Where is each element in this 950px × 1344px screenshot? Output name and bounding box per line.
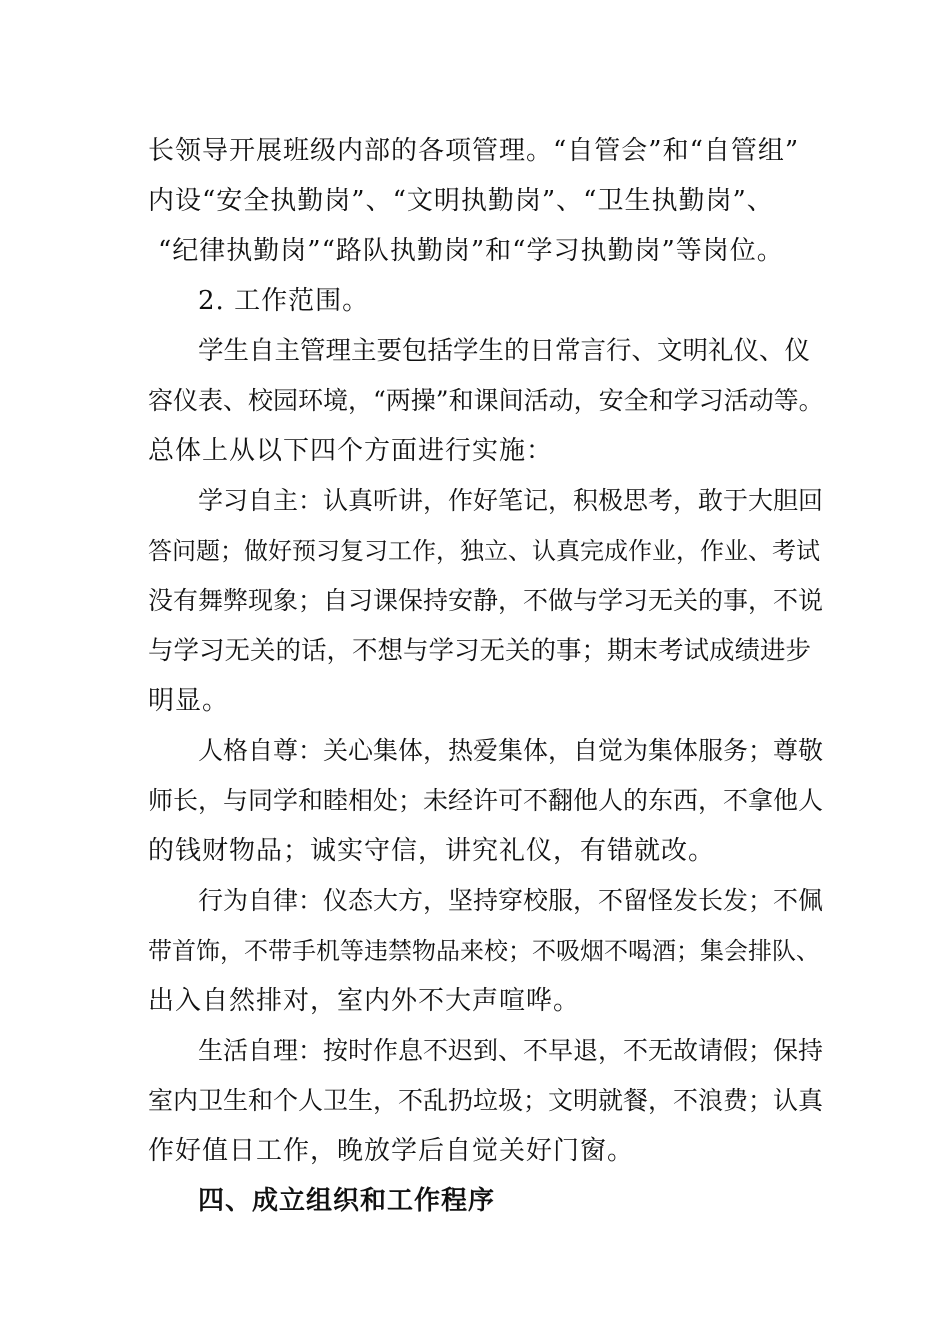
paragraph-line: 的钱财物品；诚实守信，讲究礼仪，有错就改。 [148,836,716,866]
paragraph-line: 内设“安全执勤岗”、“文明执勤岗”、“卫生执勤岗”、 [148,186,774,216]
paragraph-line: 行为自律：仪态大方，坚持穿校服，不留怪发长发；不佩 [198,886,824,915]
paragraph-line: 师长，与同学和睦相处；未经许可不翻他人的东西，不拿他人 [148,786,824,815]
section-heading: 四、成立组织和工作程序 [198,1186,496,1216]
paragraph-line: 作好值日工作，晚放学后自觉关好门窗。 [148,1136,635,1166]
paragraph-line: 生活自理：按时作息不迟到、不早退，不无故请假；保持 [198,1036,824,1065]
section-subtitle: 2. 工作范围。 [198,286,370,316]
paragraph-line: 容仪表、校园环境，“两操”和课间活动，安全和学习活动等。 [148,386,824,415]
paragraph-line: 答问题；做好预习复习工作，独立、认真完成作业，作业、考试 [148,537,820,565]
paragraph-line: 出入自然排对，室内外不大声喧哗。 [148,986,581,1016]
paragraph-line: 学习自主：认真听讲，作好笔记，积极思考，敢于大胆回 [198,486,824,515]
paragraph-line: 与学习无关的话，不想与学习无关的事；期末考试成绩进步 [148,636,812,666]
paragraph-line: 长领导开展班级内部的各项管理。“自管会”和“自管组” [148,136,800,166]
paragraph-line: 学生自主管理主要包括学生的日常言行、文明礼仪、仪 [198,336,811,366]
paragraph-line: 总体上从以下四个方面进行实施： [148,436,554,466]
paragraph-line: 带首饰，不带手机等违禁物品来校；不吸烟不喝酒；集会排队、 [148,937,820,965]
paragraph-line: 没有舞弊现象；自习课保持安静，不做与学习无关的事，不说 [148,586,824,615]
paragraph-line: 明显。 [148,686,230,716]
paragraph-line: 人格自尊：关心集体，热爱集体，自觉为集体服务；尊敬 [198,736,824,765]
paragraph-line: “纪律执勤岗”“路队执勤岗”和“学习执勤岗”等岗位。 [158,236,784,266]
paragraph-line: 室内卫生和个人卫生，不乱扔垃圾；文明就餐，不浪费；认真 [148,1086,824,1115]
